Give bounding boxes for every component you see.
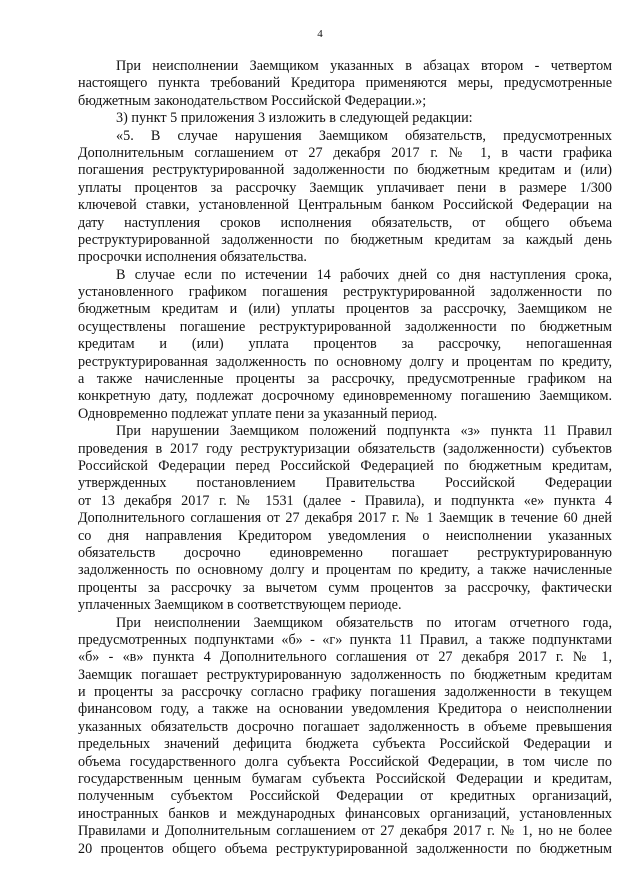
text-line: дату наступления сроков исполнения обязательств, от общего объема — [78, 214, 612, 231]
text-line: реструктурированной задолженности по бюджетным кредитам за каждый день — [78, 231, 612, 248]
text-line: ключевой ставки, установленной Центральным банком Российской Федерации на — [78, 197, 612, 214]
text-line: «5. В случае нарушения Заемщиком обязательств, предусмотренных — [116, 127, 612, 144]
text-line: погашения реструктурированной задолженности по бюджетным кредитам и (или) — [78, 162, 612, 179]
text-line: При нарушении Заемщиком положений подпункта «з» пункта 11 Правил — [116, 423, 612, 440]
text-line: Правилами и Дополнительным соглашением от 27 декабря 2017 г. № 1, но не более — [78, 823, 612, 840]
text-line: обязательств досрочно единовременно погашает реструктурированную — [78, 544, 612, 561]
text-line: «б» - «в» пункта 4 Дополнительного соглашения от 27 декабря 2017 г. № 1, — [78, 649, 612, 666]
text-line: предельных значений дефицита бюджета субъекта Российской Федерации и — [78, 736, 612, 753]
text-line: настоящего пункта требований Кредитора применяются меры, предусмотренные — [78, 75, 612, 92]
text-line: указанных обязательств досрочно погашает задолженность в объеме превышения — [78, 718, 612, 735]
text-line: предусмотренных подпунктами «б» - «г» пункта 11 Правил, а также подпунктами — [78, 631, 612, 648]
text-line: Дополнительным соглашением от 27 декабря 2017 г. № 1, в части графика — [78, 144, 612, 161]
text-line: проценты за рассрочку за вычетом сумм процентов за рассрочку, фактически — [78, 579, 612, 596]
text-line: уплаты процентов за рассрочку Заемщик уплачивает пени в размере 1/300 — [78, 179, 612, 196]
text-line: 20 процентов общего объема реструктурированной задолженности по бюджетным — [78, 840, 612, 857]
text-line: 3) пункт 5 приложения 3 изложить в следующей редакции: — [116, 110, 473, 127]
text-line: со дня направления Кредитором уведомления о неисполнении указанных — [78, 527, 612, 544]
text-line: Одновременно подлежат уплате пени за указанный период. — [78, 405, 438, 422]
page-number: 4 — [317, 28, 323, 40]
text-line: объема государственного долга субъекта Российской Федерации, в том числе по — [78, 753, 612, 770]
text-line: а также начисленные проценты за рассрочку, предусмотренные графиком на — [78, 371, 612, 388]
text-line: Заемщик погашает реструктурированную задолженность по бюджетным кредитам — [78, 666, 612, 683]
text-line: бюджетным законодательством Российской Федерации.»; — [78, 92, 427, 109]
text-line: от 13 декабря 2017 г. № 1531 (далее - Правила), и подпункта «е» пункта 4 — [78, 492, 612, 509]
text-line: При неисполнении Заемщиком обязательств по итогам отчетного года, — [116, 614, 612, 631]
text-line: В случае если по истечении 14 рабочих дней со дня наступления срока, — [116, 266, 612, 283]
text-line: Российской Федерации перед Российской Федерацией по бюджетным кредитам, — [78, 457, 612, 474]
text-line: полученным субъектом Российской Федерации от кредитных организаций, — [78, 788, 612, 805]
text-line: проведения в 2017 году реструктуризации обязательств (задолженности) субъектов — [78, 440, 612, 457]
text-line: задолженность по основному долгу и процентам по кредиту, а также начисленные — [78, 562, 612, 579]
text-line: государственным ценным бумагам субъекта Российской Федерации и кредитам, — [78, 771, 612, 788]
text-line: Дополнительного соглашения от 27 декабря 2017 г. № 1 Заемщик в течение 60 дней — [78, 510, 612, 527]
text-line: При неисполнении Заемщиком указанных в абзацах втором - четвертом — [116, 58, 612, 74]
text-line: конкретную дату, подлежат досрочному единовременному погашению Заемщиком. — [78, 388, 612, 405]
document-body — [78, 58, 612, 858]
text-line: кредитам и (или) уплата процентов за рассрочку, непогашенная — [78, 336, 612, 353]
text-line: утвержденных постановлением Правительства Российской Федерации — [78, 475, 612, 492]
text-line: бюджетным кредитам и (или) уплаты процентов за рассрочку, Заемщиком не — [78, 301, 612, 318]
text-line: иностранных банков и международных финансовых организаций, установленных — [78, 805, 612, 822]
text-line: реструктурированная задолженность по основному долгу и процентам по кредиту, — [78, 353, 612, 370]
text-line: осуществлены погашение реструктурированной задолженности по бюджетным — [78, 318, 612, 335]
text-line: уплаченных Заемщиком в соответствующем периоде. — [78, 597, 402, 614]
text-line: и проценты за рассрочку согласно графику погашения задолженности в текущем — [78, 684, 612, 701]
text-line: установленного графиком погашения реструктурированной задолженности по — [78, 284, 612, 301]
text-line: финансовом году, а также на основании уведомления Кредитора о неисполнении — [78, 701, 612, 718]
text-line: просрочки исполнения обязательства. — [78, 249, 307, 266]
